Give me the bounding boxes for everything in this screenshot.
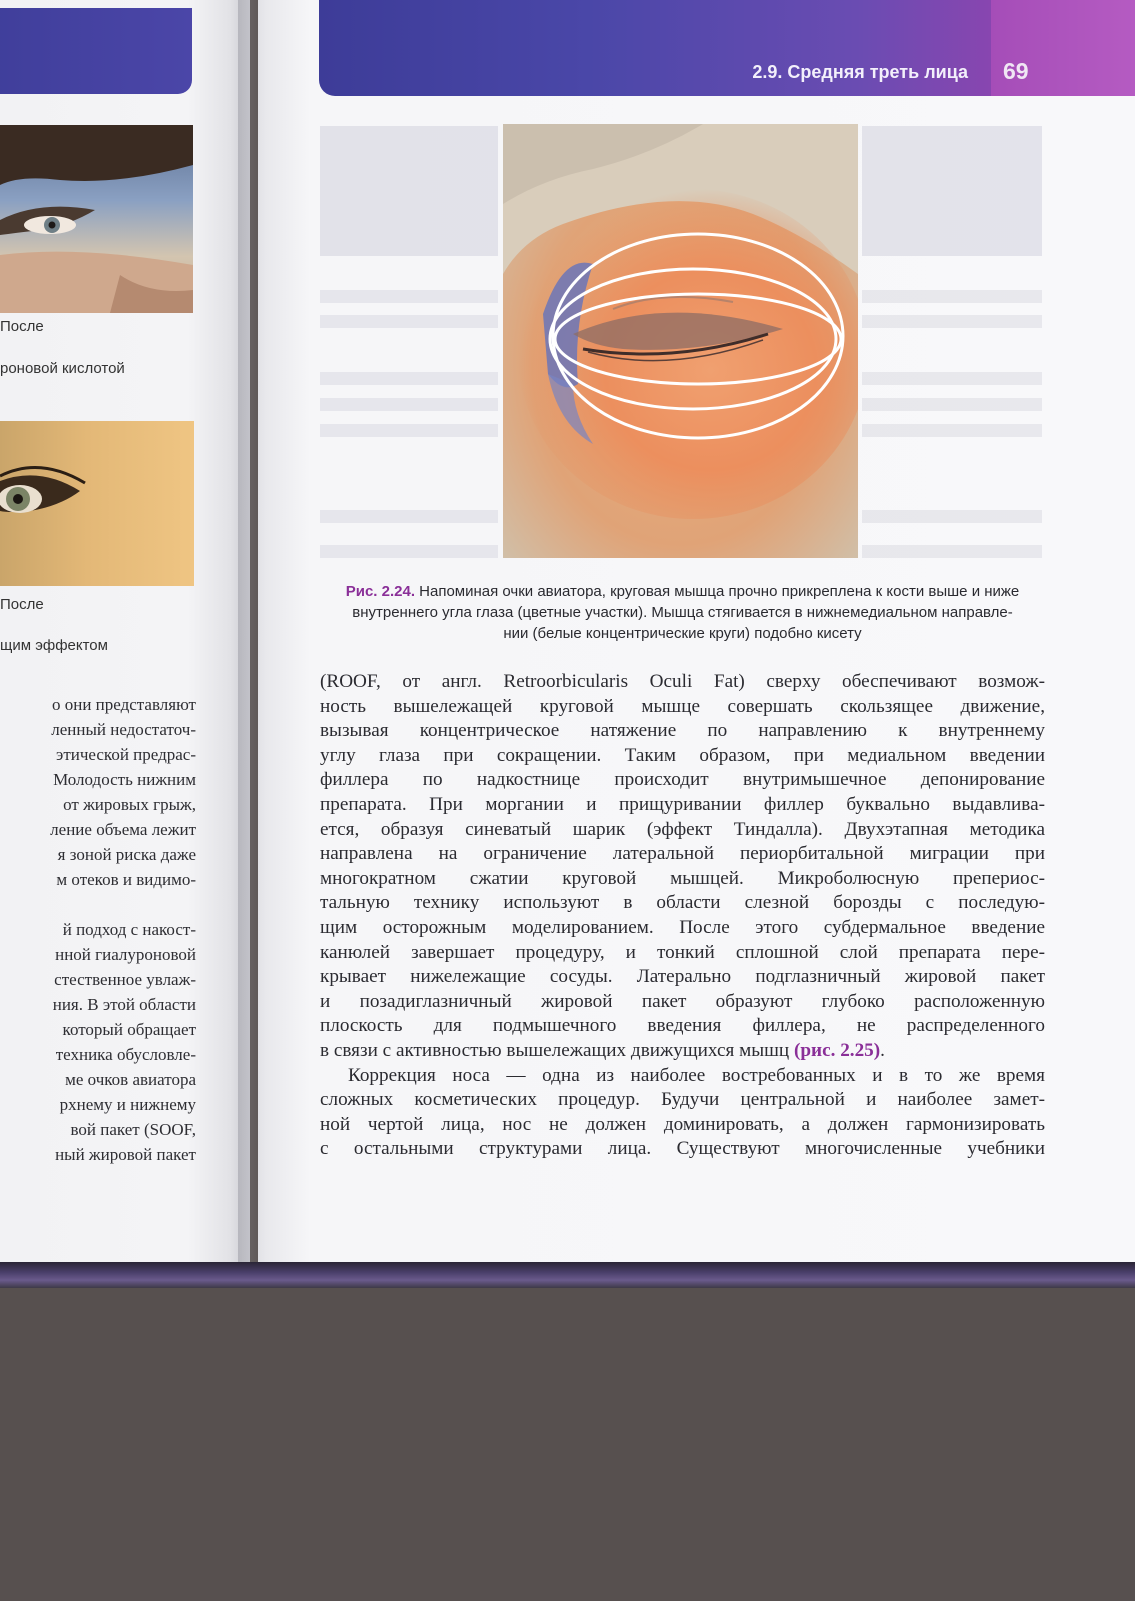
left-text-line: вой пакет (SOOF, xyxy=(70,1120,196,1139)
paragraph2-line: сложных косметических процедур. Будучи центральной и наиболее замет- xyxy=(320,1089,1045,1111)
body-line-with-figure-ref xyxy=(320,1039,1045,1064)
left-text-line: нной гиалуроновой xyxy=(55,945,196,964)
left-text-line: м отеков и видимо- xyxy=(56,870,196,889)
eye-photo-illustration xyxy=(0,125,193,313)
bleed-through-line xyxy=(320,510,498,523)
left-photo-eye-after xyxy=(0,125,193,313)
left-header-band xyxy=(0,8,192,94)
paragraph2-line: с остальными структурами лица. Существуют многочисленные учебники xyxy=(320,1138,1045,1160)
bleed-through-line xyxy=(320,372,498,385)
bleed-through-line xyxy=(862,545,1042,558)
left-caption-after-bottom: После xyxy=(0,596,44,613)
gutter-shadow xyxy=(238,0,266,1265)
left-caption-top-suffix: роновой кислотой xyxy=(0,360,125,377)
bleed-through-line xyxy=(862,424,1042,437)
left-text-line: ме очков авиатора xyxy=(65,1070,196,1089)
paragraph2-line: ной чертой лица, нос не должен доминировать, а должен гармонизировать xyxy=(320,1113,1045,1135)
running-head: 2.9. Средняя треть лица xyxy=(752,62,968,82)
body-text xyxy=(320,670,1045,1162)
figure-caption-line-3: нии (белые концентрические круги) подобно кисету xyxy=(503,625,862,642)
left-text-line: я зоной риска даже xyxy=(57,845,196,864)
left-text-line: Молодость нижним xyxy=(53,770,196,789)
paragraph2-line: Коррекция носа — одна из наиболее востребованных и в то же время xyxy=(348,1064,1045,1086)
figure-reference-link[interactable]: (рис. 2.25) xyxy=(793,1039,881,1061)
left-text-line: о они представляют xyxy=(51,695,196,714)
left-text-line: техника обусловле- xyxy=(55,1045,196,1064)
bleed-through-block xyxy=(320,126,498,256)
left-caption-after-top: После xyxy=(0,318,44,335)
left-text-line: этической предрас- xyxy=(56,745,196,764)
left-text-line: рхнему и нижнему xyxy=(59,1095,196,1114)
body-line: тальную технику используют в области слезной борозды с последую- xyxy=(320,892,1045,914)
left-photo-eye-closeup xyxy=(0,421,194,586)
body-last-line-text: в связи с активностью вышележащих движущихся мышц xyxy=(320,1039,794,1061)
left-text-line: ния. В этой области xyxy=(52,995,196,1014)
body-line: ется, образуя синеватый шарик (эффект Тиндалла). Двухэтапная методика xyxy=(320,818,1045,840)
bleed-through-line xyxy=(320,424,498,437)
body-line: многократном сжатии круговой мышцей. Микроболюсную препериос- xyxy=(320,867,1045,889)
body-line: плоскость для подмышечного введения филлера, не распределенного xyxy=(320,1015,1045,1037)
body-line: и позадиглазничный жировой пакет образуют глубоко расположенную xyxy=(320,990,1045,1012)
left-text-line: ленный недостаточ- xyxy=(51,720,196,739)
bleed-through-line xyxy=(320,398,498,411)
left-text-line: стественное увлаж- xyxy=(54,970,196,989)
body-line: вызывая концентрическое натяжение по направлению к внутреннему xyxy=(320,720,1045,742)
figure-caption xyxy=(320,581,1045,644)
bleed-through-line xyxy=(320,545,498,558)
left-text-line: ление объема лежит xyxy=(50,820,196,839)
body-line: щим осторожным моделированием. После этого субдермальное введение xyxy=(320,916,1045,938)
body-last-line-end: . xyxy=(880,1039,885,1061)
orbicularis-illustration xyxy=(503,124,858,558)
figure-caption-text-1: Напоминая очки авиатора, круговая мышца прочно прикреплена к кости выше и ниже xyxy=(419,583,1020,600)
bleed-through-line xyxy=(862,398,1042,411)
bleed-through-line xyxy=(862,290,1042,303)
left-text-line: й подход с накост- xyxy=(62,920,196,939)
body-line: ность вышележащей круговой мышце совершать скользящее движение, xyxy=(320,695,1045,717)
figure-label: Рис. 2.24. xyxy=(345,583,415,600)
left-text-line: ный жировой пакет xyxy=(55,1145,196,1164)
bleed-through-line xyxy=(320,315,498,328)
left-caption-bottom-suffix: щим эффектом xyxy=(0,637,108,654)
figure-caption-line-2: внутреннего угла глаза (цветные участки). Мышца стягивается в нижнемедиальном направле- xyxy=(352,604,1013,621)
body-line: канюлей завершает процедуру, и тонкий сплошной слой препарата пере- xyxy=(320,941,1045,963)
bleed-through-line xyxy=(862,372,1042,385)
bleed-through-line xyxy=(862,510,1042,523)
body-line: крывает нижележащие сосуды. Латерально подглазничный жировой пакет xyxy=(320,966,1045,988)
bleed-through-line xyxy=(320,290,498,303)
figure-photo-aviator-muscle xyxy=(503,124,858,558)
body-line: углу глаза при сокращении. Таким образом, при медиальном введении xyxy=(320,744,1045,766)
body-line: филлера по надкостнице происходит внутримышечное депонирование xyxy=(320,769,1045,791)
body-line: препарата. При моргании и прищуривании филлер буквально выдавлива- xyxy=(320,793,1045,815)
page-number: 69 xyxy=(1003,58,1029,84)
book-binding-edge xyxy=(0,1262,1135,1288)
body-line: направлена на ограничение латеральной периорбитальной миграции при xyxy=(320,843,1045,865)
body-line: (ROOF, от англ. Retroorbicularis Oculi Fat) сверху обеспечивают возмож- xyxy=(320,671,1045,692)
left-text-line: от жировых грыж, xyxy=(63,795,196,814)
left-page xyxy=(0,0,250,1265)
eye-closeup-illustration xyxy=(0,421,194,586)
bleed-through-line xyxy=(862,315,1042,328)
bleed-through-block xyxy=(862,126,1042,256)
left-text-line: который обращает xyxy=(62,1020,196,1039)
figure-caption-line-1 xyxy=(320,581,1045,602)
